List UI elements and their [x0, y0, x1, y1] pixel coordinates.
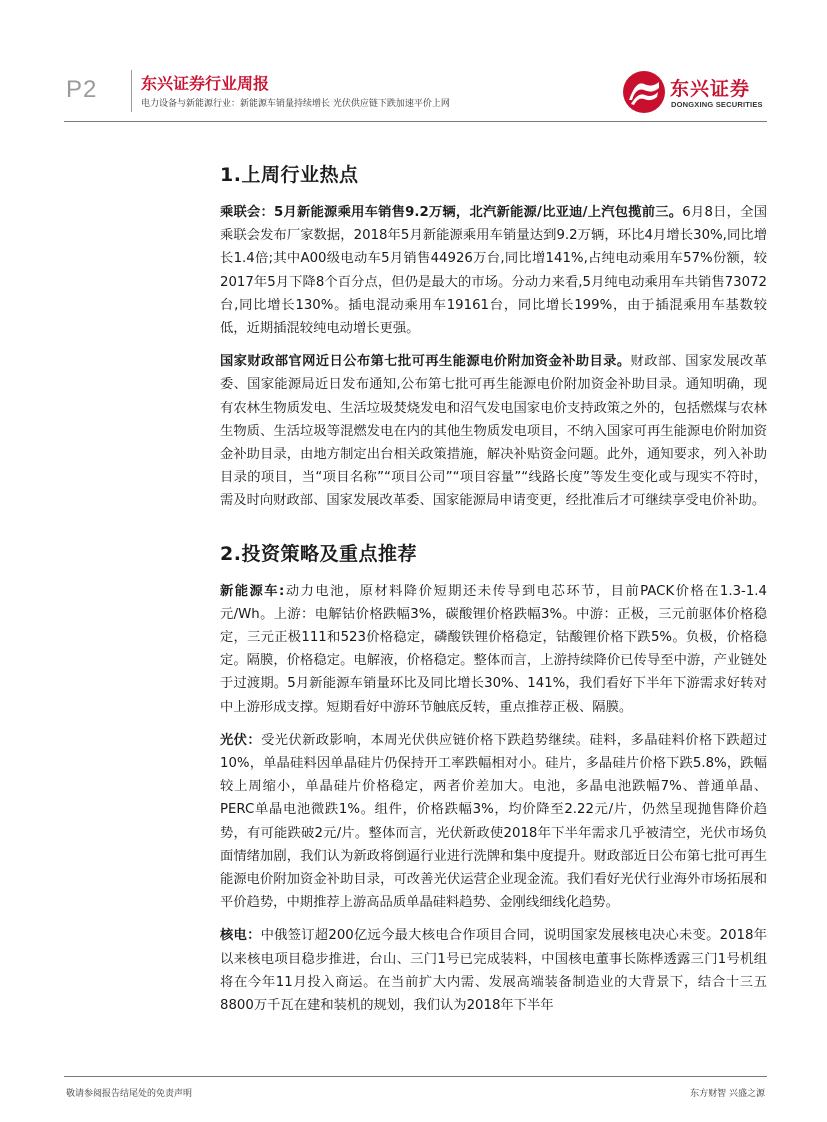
paragraph-nev — [220, 580, 767, 719]
footer-slogan: 东方财智 兴盛之源 — [690, 1089, 765, 1099]
footer-disclaimer: 敬请参阅报告结尾处的免责声明 — [66, 1089, 193, 1099]
paragraph-text: 财政部、国家发展改革委、国家能源局近日发布通知,公布第七批可再生能源电价附加资金补助目录。通知明确，现有农林生物质发电、生活垃圾焚烧发电和沼气发电国家电价支持政策之外的，包括燃煤与农林生物质、生活垃圾等混燃发电在内的其他生物质发电项目，不纳入国家可再生能源电价附加资金补助目录，由地方制定出台相关政策措施，解决补贴资金问题。此外，通知要求，列入补助目录的项目，当“项目名称”“项目公司”“项目容量”“线路长度”等发生变化或与现实不符时，需及时向财政部、国家发展改革委、国家能源局申请变更，经批准后才可继续享受电价补助。 — [220, 354, 768, 509]
paragraph-lead: 国家财政部官网近日公布第七批可再生能源电价附加资金补助目录。 — [220, 354, 631, 370]
page-number: P2 — [66, 76, 98, 103]
paragraph-text: 中俄签订超200亿远今最大核电合作项目合同，说明国家发展核电决心未变。2018年以来核电项目稳步推进，台山、三门1号已完成装料，中国核电董事长陈桦透露三门1号机组将在今年11月投入商运。在当前扩大内需、发展高端装备制造业的大背景下，结合十三五8800万千瓦在建和装机的规划，我们认为2018年下半年 — [220, 928, 768, 1014]
paragraph-subsidy — [220, 350, 767, 512]
logo-english-name: DONGXING SECURITIES — [671, 100, 763, 109]
paragraph-pv — [220, 729, 767, 915]
report-body — [220, 160, 767, 1027]
paragraph-lead: 核电： — [220, 928, 261, 944]
header-rule — [64, 121, 767, 122]
paragraph-cpca — [220, 201, 767, 340]
section-title-hot-topics: 1.上周行业热点 — [220, 164, 359, 186]
paragraph-lead: 乘联会：5月新能源乘用车销售9.2万辆，北汽新能源/比亚迪/上汽包揽前三。 — [220, 205, 683, 220]
report-subtitle: 电力设备与新能源行业：新能源车销量持续增长 光伏供应链下跌加速平价上网 — [141, 99, 450, 109]
report-title: 东兴证券行业周报 — [141, 74, 270, 93]
paragraph-lead: 光伏： — [220, 732, 262, 748]
paragraph-lead: 新能源车: — [220, 583, 285, 599]
paragraph-text: 受光伏新政影响，本周光伏供应链价格下跌趋势继续。硅料，多晶硅料价格下跌超过10%，单晶硅料因单晶硅片仍保持开工率跌幅相对小。硅片，多晶硅片价格下跌5.8%，跌幅较上周缩小，单晶硅片价格稳定，两者价差加大。电池，多晶电池跌幅7%、普通单晶、PERC单晶电池微跌1%。组件，价格跌幅3%，均价降至2.22元/片，仍然呈现抛售降价趋势，有可能跌破2元/片。整体而言，光伏新政使2018年下半年需求几乎被清空，光伏市场负面情绪加剧，我们认为新政将倒逼行业进行洗牌和集中度提升。财政部近日公布第七批可再生能源电价附加资金补助目录，可改善光伏运营企业现金流。我们看好光伏行业海外市场拓展和平价趋势，中期推荐上游高品质单晶硅料趋势、金刚线细线化趋势。 — [220, 732, 768, 911]
paragraph-text: 动力电池，原材料降价短期还未传导到电芯环节，目前PACK价格在1.3-1.4元/Wh。上游：电解钴价格跌幅3%，碳酸锂价格跌幅3%。中游：正极，三元前驱体价格稳定，三元正极111和523价格稳定，磷酸铁锂价格稳定，钴酸锂价格下跌5%。负极，价格稳定。隔膜，价格稳定。电解液，价格稳定。整体而言，上游持续降价已传导至中游，产业链处于过渡期。5月新能源车销量环比及同比增长30%、141%，我们看好下半年下游需求好转对中上游形成支撑。短期看好中游环节触底反转，重点推荐正极、隔膜。 — [220, 583, 767, 715]
paragraph-nuclear — [220, 924, 767, 1017]
section-title-strategy: 2.投资策略及重点推荐 — [220, 542, 417, 565]
logo-mark-icon — [622, 70, 666, 114]
logo-chinese-name: 东兴证券 — [670, 78, 751, 100]
paragraph-text: 6月8日，全国乘联会发布厂家数据，2018年5月新能源乘用车销量达到9.2万辆，环比4月增长30%,同比增长1.4倍;其中A00级电动车5月销售44926万台,同比增141%,占纯电动乘用车57%份额，较2017年5月下降8个百分点，但仍是最大的市场。分动力来看,5月纯电动乘用车共销售73072台,同比增长130%。插电混动乘用车19161台，同比增长199%，由于插混乘用车基数较低，近期插混较纯电动增长更强。 — [220, 205, 767, 337]
header-divider — [131, 70, 132, 112]
footer-rule — [64, 1076, 767, 1077]
company-logo — [622, 70, 762, 116]
